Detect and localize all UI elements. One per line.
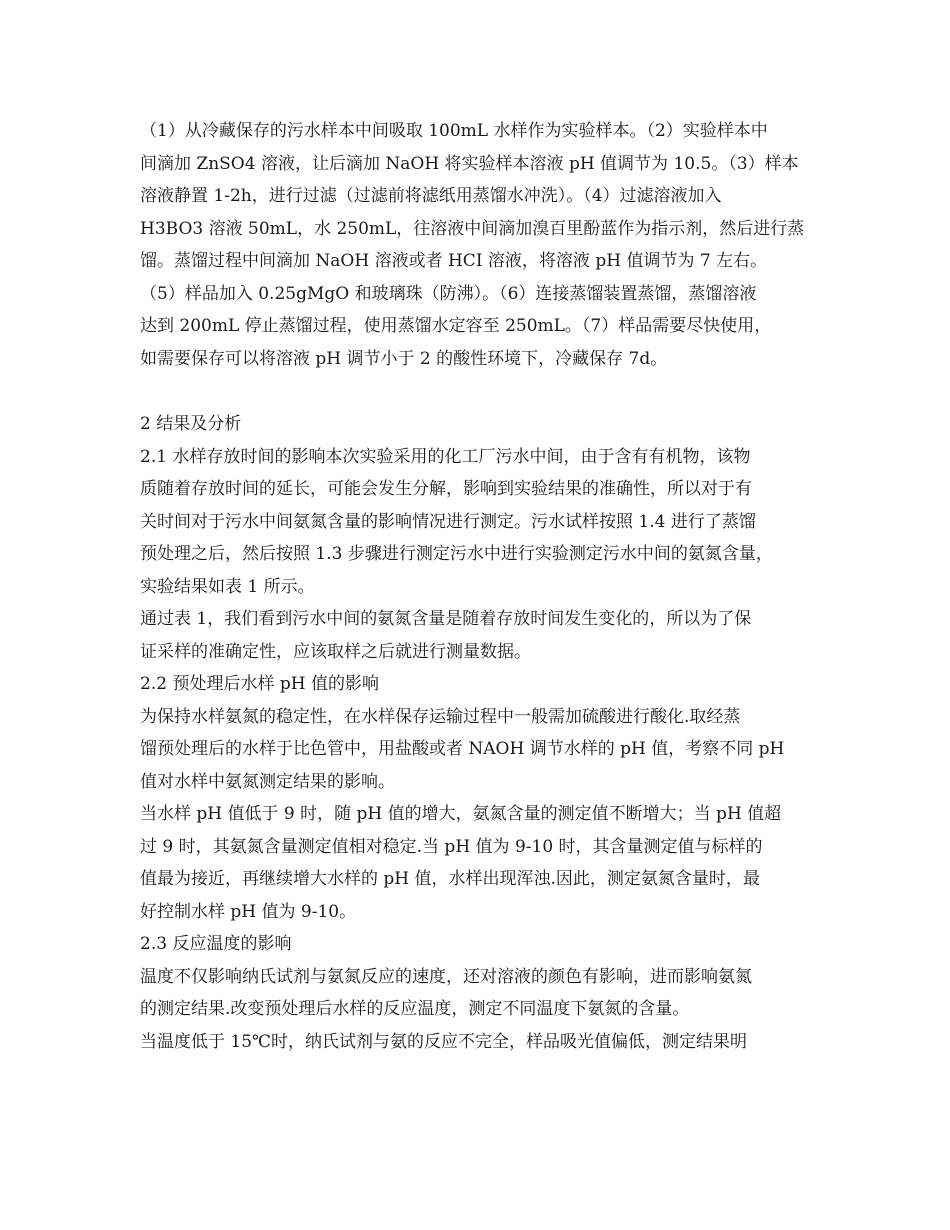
section-heading: 2 结果及分析 <box>140 414 242 434</box>
text-line: 达到 200mL 停止蒸馏过程，使用蒸馏水定容至 250mL。（7）样品需要尽快使用， <box>140 316 772 336</box>
text-line: 实验结果如表 1 所示。 <box>140 576 315 597</box>
text-line: （1）从冷藏保存的污水样本中间吸取 100mL 水样作为实验样本。（2）实验样本中 <box>140 121 768 141</box>
procedure-paragraph <box>140 115 830 375</box>
text-line: 为保持水样氨氮的稳定性，在水样保存运输过程中一般需加硫酸进行酸化.取经蒸 <box>140 706 741 727</box>
text-line: H3BO3 溶液 50mL，水 250mL，往溶液中间滴加溴百里酚蓝作为指示剂，然后进行蒸 <box>140 218 805 239</box>
text-line: 值最为接近，再继续增大水样的 pH 值，水样出现浑浊.因此，测定氨氮含量时，最 <box>140 869 760 889</box>
text-line: 如需要保存可以将溶液 pH 调节小于 2 的酸性环境下，冷藏保存 7d。 <box>140 348 668 369</box>
text-line: 馏预处理后的水样于比色管中，用盐酸或者 NAOH 调节水样的 pH 值，考察不同 pH <box>140 739 785 759</box>
text-line: 质随着存放时间的延长，可能会发生分解，影响到实验结果的准确性，所以对于有 <box>140 479 752 499</box>
text-line: 证采样的准确定性，应该取样之后就进行测量数据。 <box>140 641 531 662</box>
text-line: 间滴加 ZnSO4 溶液，让后滴加 NaOH 将实验样本溶液 pH 值调节为 10.5。（3）样本 <box>140 153 799 174</box>
text-line: （5）样品加入 0.25gMgO 和玻璃珠（防沸）。（6）连接蒸馏装置蒸馏，蒸馏溶液 <box>140 283 757 304</box>
text-line: 预处理之后，然后按照 1.3 步骤进行测定污水中进行实验测定污水中间的氨氮含量， <box>140 544 773 564</box>
subsection-2-2-heading: 2.2 预处理后水样 pH 值的影响 <box>140 674 379 694</box>
results-section <box>140 408 830 1058</box>
subsection-2-3-heading: 2.3 反应温度的影响 <box>140 934 292 954</box>
text-line: 值对水样中氨氮测定结果的影响。 <box>140 771 395 792</box>
text-line: 的测定结果.改变预处理后水样的反应温度，测定不同温度下氨氮的含量。 <box>140 999 690 1019</box>
text-line: 当水样 pH 值低于 9 时，随 pH 值的增大，氨氮含量的测定值不断增大；当 pH 值超 <box>140 804 782 824</box>
text-line: 通过表 1，我们看到污水中间的氨氮含量是随着存放时间发生变化的，所以为了保 <box>140 609 752 629</box>
text-line: 当温度低于 15℃时，纳氏试剂与氨的反应不完全，样品吸光值偏低，测定结果明 <box>140 1031 748 1052</box>
text-line: 温度不仅影响纳氏试剂与氨氮反应的速度，还对溶液的颜色有影响，进而影响氨氮 <box>140 966 752 987</box>
text-line: 好控制水样 pH 值为 9-10。 <box>140 901 357 922</box>
text-line: 关时间对于污水中间氨氮含量的影响情况进行测定。污水试样按照 1.4 进行了蒸馏 <box>140 511 756 532</box>
subsection-2-1-line: 2.1 水样存放时间的影响本次实验采用的化工厂污水中间，由于含有有机物，该物 <box>140 446 751 467</box>
text-line: 溶液静置 1-2h，进行过滤（过滤前将滤纸用蒸馏水冲洗）。（4）过滤溶液加入 <box>140 186 722 206</box>
text-line: 过 9 时，其氨氮含量测定值相对稳定.当 pH 值为 9-10 时，其含量测定值与标样的 <box>140 836 763 857</box>
text-line: 馏。蒸馏过程中间滴加 NaOH 溶液或者 HCI 溶液，将溶液 pH 值调节为 7 左右。 <box>140 251 768 271</box>
